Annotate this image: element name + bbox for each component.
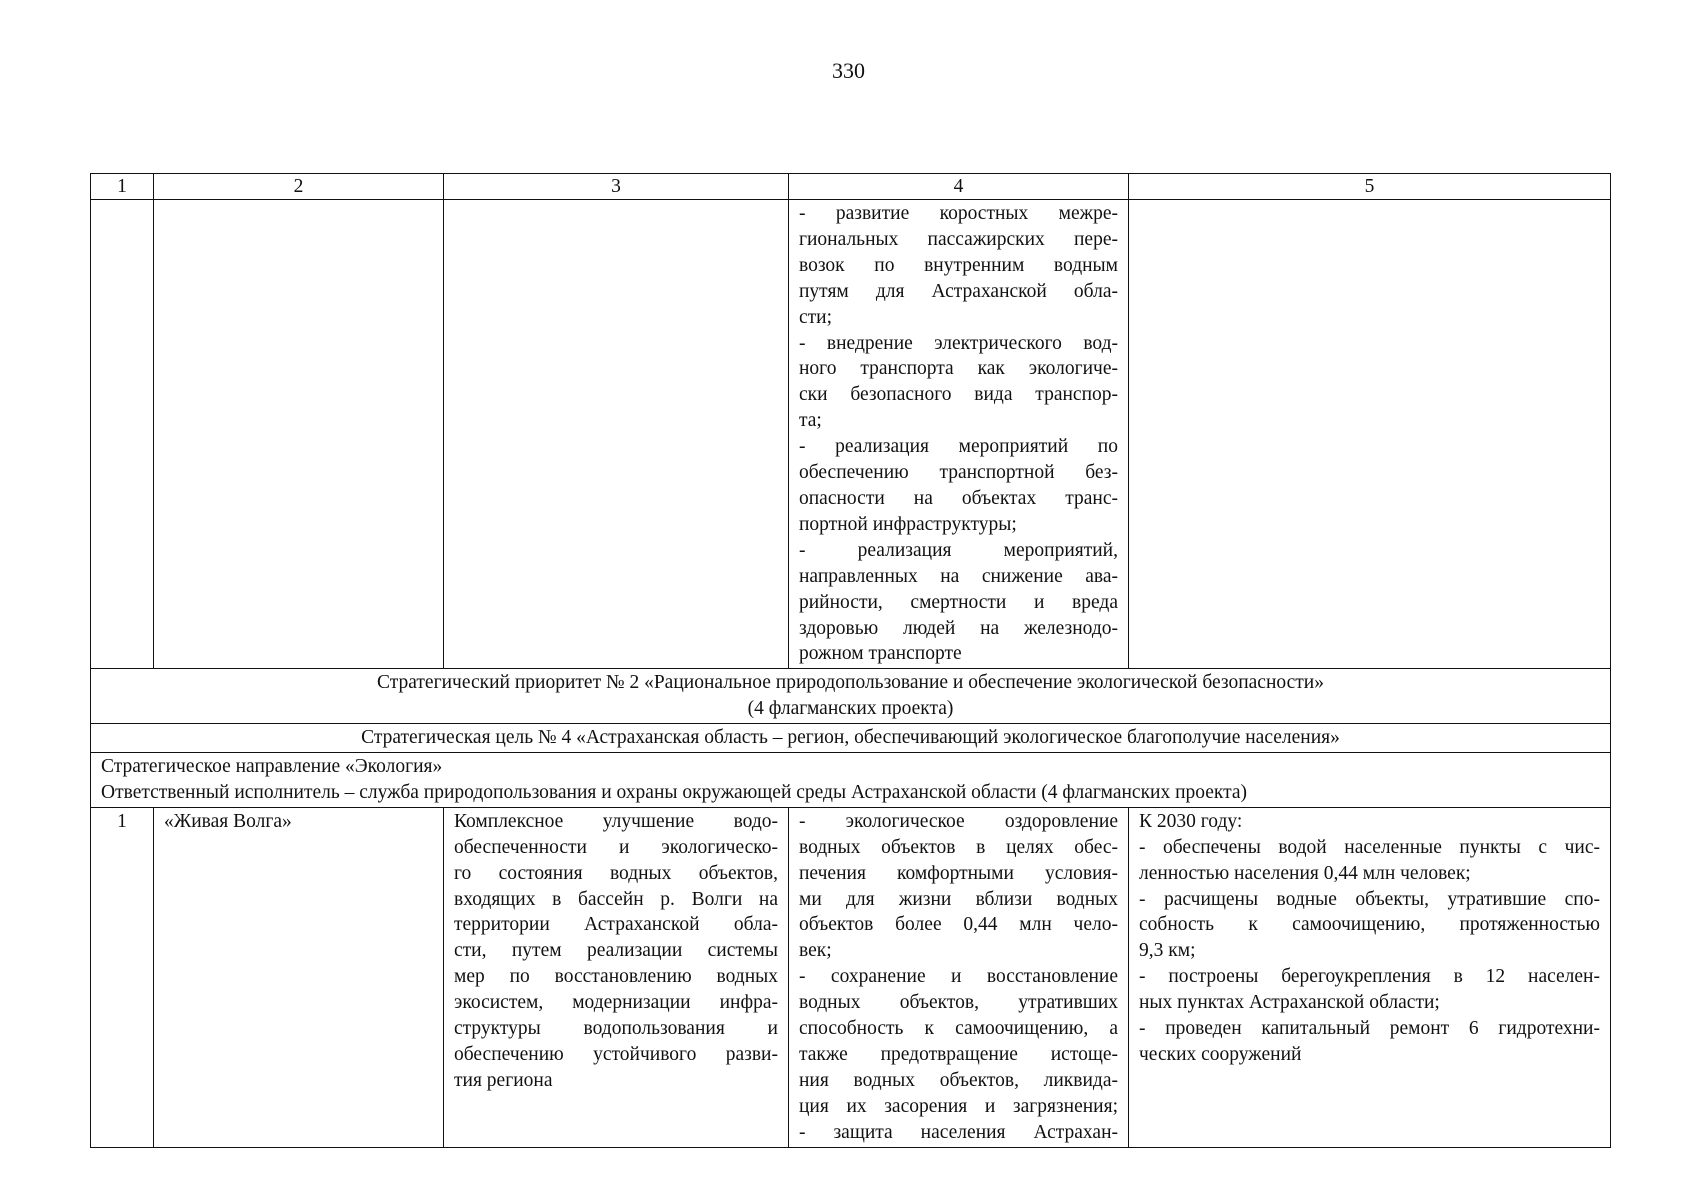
- text-line: ния водных объектов, ликвида-: [799, 1069, 1118, 1091]
- text-line: - построены берегоукрепления в 12 населен-: [1139, 966, 1600, 988]
- project-description-lines: [454, 809, 778, 1094]
- header-col-5: 5: [1129, 174, 1611, 200]
- project-description: [444, 807, 789, 1147]
- header-col-3: 3: [444, 174, 789, 200]
- text-line: 9,3 км;: [1139, 940, 1196, 962]
- text-line: территории Астраханской обла-: [454, 914, 778, 936]
- text-line: сти, путем реализации системы: [454, 940, 778, 962]
- header-col-4: 4: [789, 174, 1129, 200]
- project-tasks: [789, 807, 1129, 1147]
- text-line: - проведен капитальный ремонт 6 гидротехни-: [1139, 1018, 1600, 1040]
- text-line: Комплексное улучшение водо-: [454, 810, 778, 832]
- project-tasks-lines: [799, 809, 1118, 1146]
- page-number: 330: [832, 58, 865, 83]
- text-line: способность к самоочищению, а: [799, 1018, 1118, 1040]
- project-row: [91, 807, 1611, 1147]
- text-line: входящих в бассейн р. Волги на: [454, 888, 778, 910]
- goal-row: [91, 724, 1611, 753]
- text-line: - реализация мероприятий,: [799, 539, 1118, 561]
- text-line: ция их засорения и загрязнения;: [799, 1095, 1118, 1117]
- cont-col-4-measures: [789, 200, 1129, 669]
- text-line: го состояния водных объектов,: [454, 862, 778, 884]
- text-line: - реализация мероприятий по: [799, 436, 1118, 458]
- text-line: путям для Астраханской обла-: [799, 280, 1118, 302]
- text-line: мер по восстановлению водных: [454, 966, 778, 988]
- cont-col-1: [91, 200, 154, 669]
- strategy-table: [90, 173, 1611, 1148]
- text-line: К 2030 году:: [1139, 810, 1243, 832]
- text-line: здоровью людей на железнодо-: [799, 617, 1118, 639]
- text-line: ческих сооружений: [1139, 1044, 1302, 1065]
- text-line: ски безопасного вида транспор-: [799, 384, 1118, 406]
- project-name: «Живая Волга»: [154, 807, 444, 1147]
- cont-col-2: [154, 200, 444, 669]
- text-line: тия региона: [454, 1069, 553, 1091]
- header-col-2: 2: [154, 174, 444, 200]
- priority-cell: [91, 669, 1611, 724]
- direction-row: [91, 753, 1611, 808]
- cont-col-5: [1129, 200, 1611, 669]
- cont-col-4-lines: [799, 201, 1118, 667]
- priority-projects-count: (4 флагманских проекта): [747, 698, 954, 720]
- text-line: возок по внутренним водным: [799, 254, 1118, 276]
- text-line: также предотвращение истоще-: [799, 1044, 1118, 1065]
- text-line: - внедрение электрического вод-: [799, 332, 1118, 354]
- text-line: - расчищены водные объекты, утратившие спо-: [1139, 888, 1600, 910]
- direction-cell: [91, 753, 1611, 808]
- continuation-row: [91, 200, 1611, 669]
- goal-cell: Стратегическая цель № 4 «Астраханская область – регион, обеспечивающий экологическое благополучие населения»: [91, 724, 1611, 753]
- text-line: собность к самоочищению, протяженностью: [1139, 914, 1600, 936]
- text-line: обеспечению транспортной без-: [799, 462, 1118, 484]
- text-line: водных объектов, утративших: [799, 992, 1118, 1014]
- text-line: гиональных пассажирских пере-: [799, 228, 1118, 250]
- text-line: рийности, смертности и вреда: [799, 591, 1118, 613]
- text-line: опасности на объектах транс-: [799, 487, 1118, 509]
- text-line: сти;: [799, 306, 833, 328]
- text-line: объектов более 0,44 млн чело-: [799, 914, 1118, 936]
- text-line: водных объектов в целях обес-: [799, 836, 1118, 858]
- text-line: направленных на снижение ава-: [799, 565, 1118, 587]
- header-col-1: 1: [91, 174, 154, 200]
- text-line: портной инфраструктуры;: [799, 513, 1017, 535]
- text-line: экосистем, модернизации инфра-: [454, 992, 778, 1014]
- text-line: ного транспорта как экологиче-: [799, 358, 1118, 380]
- text-line: печения комфортными условия-: [799, 862, 1118, 884]
- text-line: век;: [799, 940, 832, 962]
- text-line: та;: [799, 410, 822, 432]
- priority-title: Стратегический приоритет № 2 «Рациональное природопользование и обеспечение экологической безопасности»: [377, 672, 1324, 694]
- header-row: [91, 174, 1611, 200]
- text-line: обеспечению устойчивого разви-: [454, 1044, 778, 1065]
- text-line: ленностью населения 0,44 млн человек;: [1139, 862, 1471, 884]
- text-line: ми для жизни вблизи водных: [799, 888, 1118, 910]
- text-line: - обеспечены водой населенные пункты с чис-: [1139, 836, 1600, 858]
- priority-row: [91, 669, 1611, 724]
- text-line: - экологическое оздоровление: [799, 810, 1118, 832]
- text-line: - сохранение и восстановление: [799, 966, 1118, 988]
- project-results: [1129, 807, 1611, 1147]
- text-line: - защита населения Астрахан-: [799, 1121, 1118, 1143]
- direction-title: Стратегическое направление «Экология»: [101, 756, 443, 778]
- text-line: - развитие коростных межре-: [799, 203, 1118, 224]
- project-number: 1: [91, 807, 154, 1147]
- text-line: структуры водопользования и: [454, 1018, 778, 1040]
- direction-responsible: Ответственный исполнитель – служба природопользования и охраны окружающей среды Астраханской области (4 флагманских проекта): [101, 781, 1248, 803]
- text-line: рожном транспорте: [799, 643, 962, 665]
- project-results-lines: [1139, 809, 1600, 1068]
- cont-col-3: [444, 200, 789, 669]
- text-line: обеспеченности и экологическо-: [454, 836, 778, 858]
- text-line: ных пунктах Астраханской области;: [1139, 992, 1440, 1014]
